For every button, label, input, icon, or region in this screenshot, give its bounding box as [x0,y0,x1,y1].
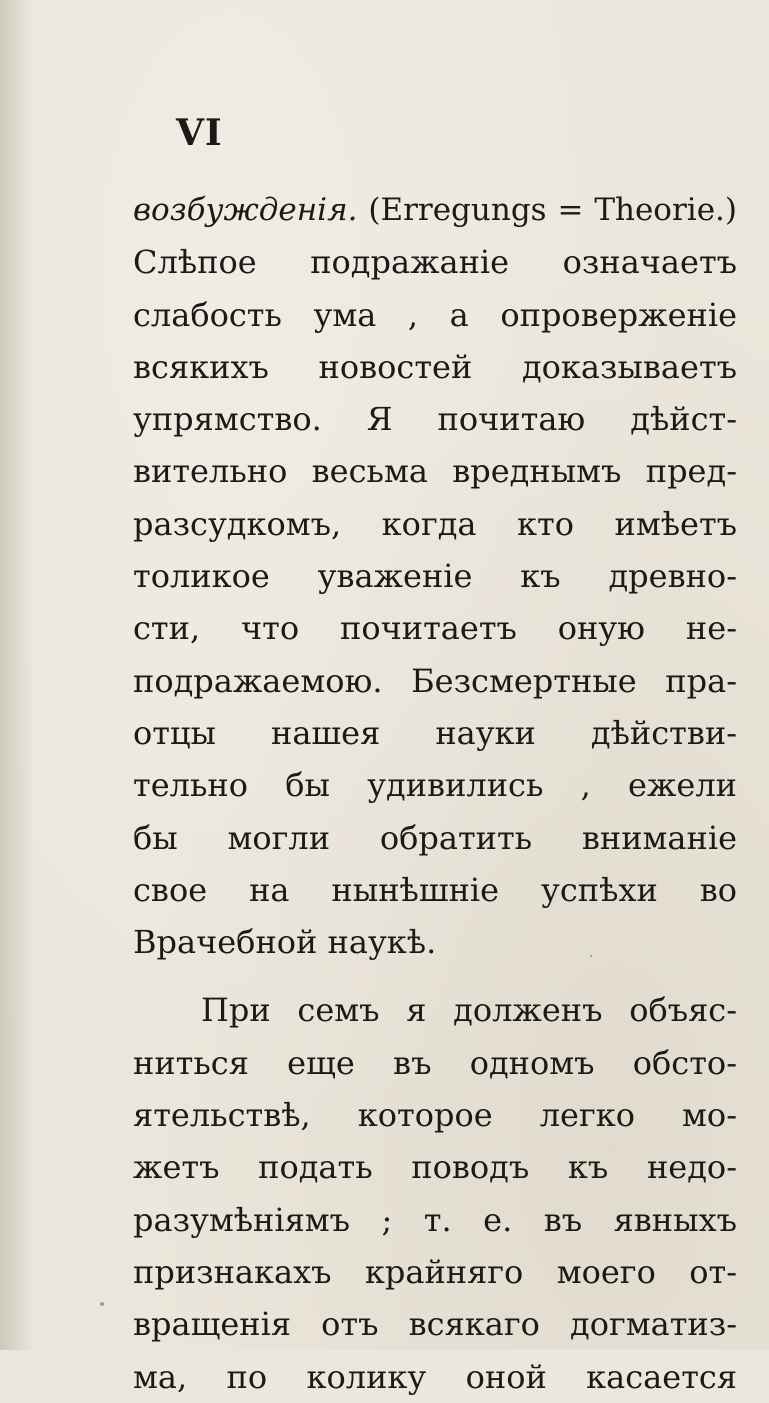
text-line: слабость ума , а опроверженіе [133,295,737,334]
text-line: тельно бы удивились , ежели [133,766,737,805]
text-line: Слѣпое подражаніе означаетъ [133,243,737,282]
text-line: жетъ подать поводъ къ недо- [133,1148,737,1187]
german-term: (Erregungs = Theorie.) [357,192,737,228]
text-line: признакахъ крайняго моего от- [133,1252,737,1291]
page-number: VI [176,112,223,154]
text-line: подражаемою. Безсмертные пра- [133,661,737,700]
italic-term: возбужденія. [133,192,358,228]
paper-speck [590,955,592,957]
text-line: сти, что почитаетъ оную не- [133,609,737,648]
text-line: всякихъ новостей доказываетъ [133,347,737,386]
text-line [133,184,737,236]
text-line: упрямство. Я почитаю дѣйст- [133,400,737,439]
text-line: ма, по колику оной касается [133,1357,737,1396]
paragraph-end-line: Врачебной наукѣ. [133,923,437,962]
text-line: бы могли обратить вниманіе [133,818,737,857]
text-line: свое на нынѣшніе успѣхи во [133,870,737,909]
page-edge-shadow [0,0,34,1350]
paper-speck [100,1302,104,1306]
text-line: ятельствѣ, которое легко мо- [133,1096,737,1135]
text-line: отцы нашея науки дѣйстви- [133,713,737,752]
text-line: толикое уваженіе къ древно- [133,557,737,596]
body-text [133,184,737,1403]
paragraph-start-line: При семъ я долженъ объяс- [201,991,737,1030]
text-line: разсудкомъ, когда кто имѣетъ [133,504,737,543]
text-line: вительно весьма вреднымъ пред- [133,452,737,491]
text-line: ниться еще въ одномъ обсто- [133,1043,737,1082]
text-line: вращенія отъ всякаго догматиз- [133,1305,737,1344]
text-line: разумѣніямъ ; т. е. въ явныхъ [133,1200,737,1239]
